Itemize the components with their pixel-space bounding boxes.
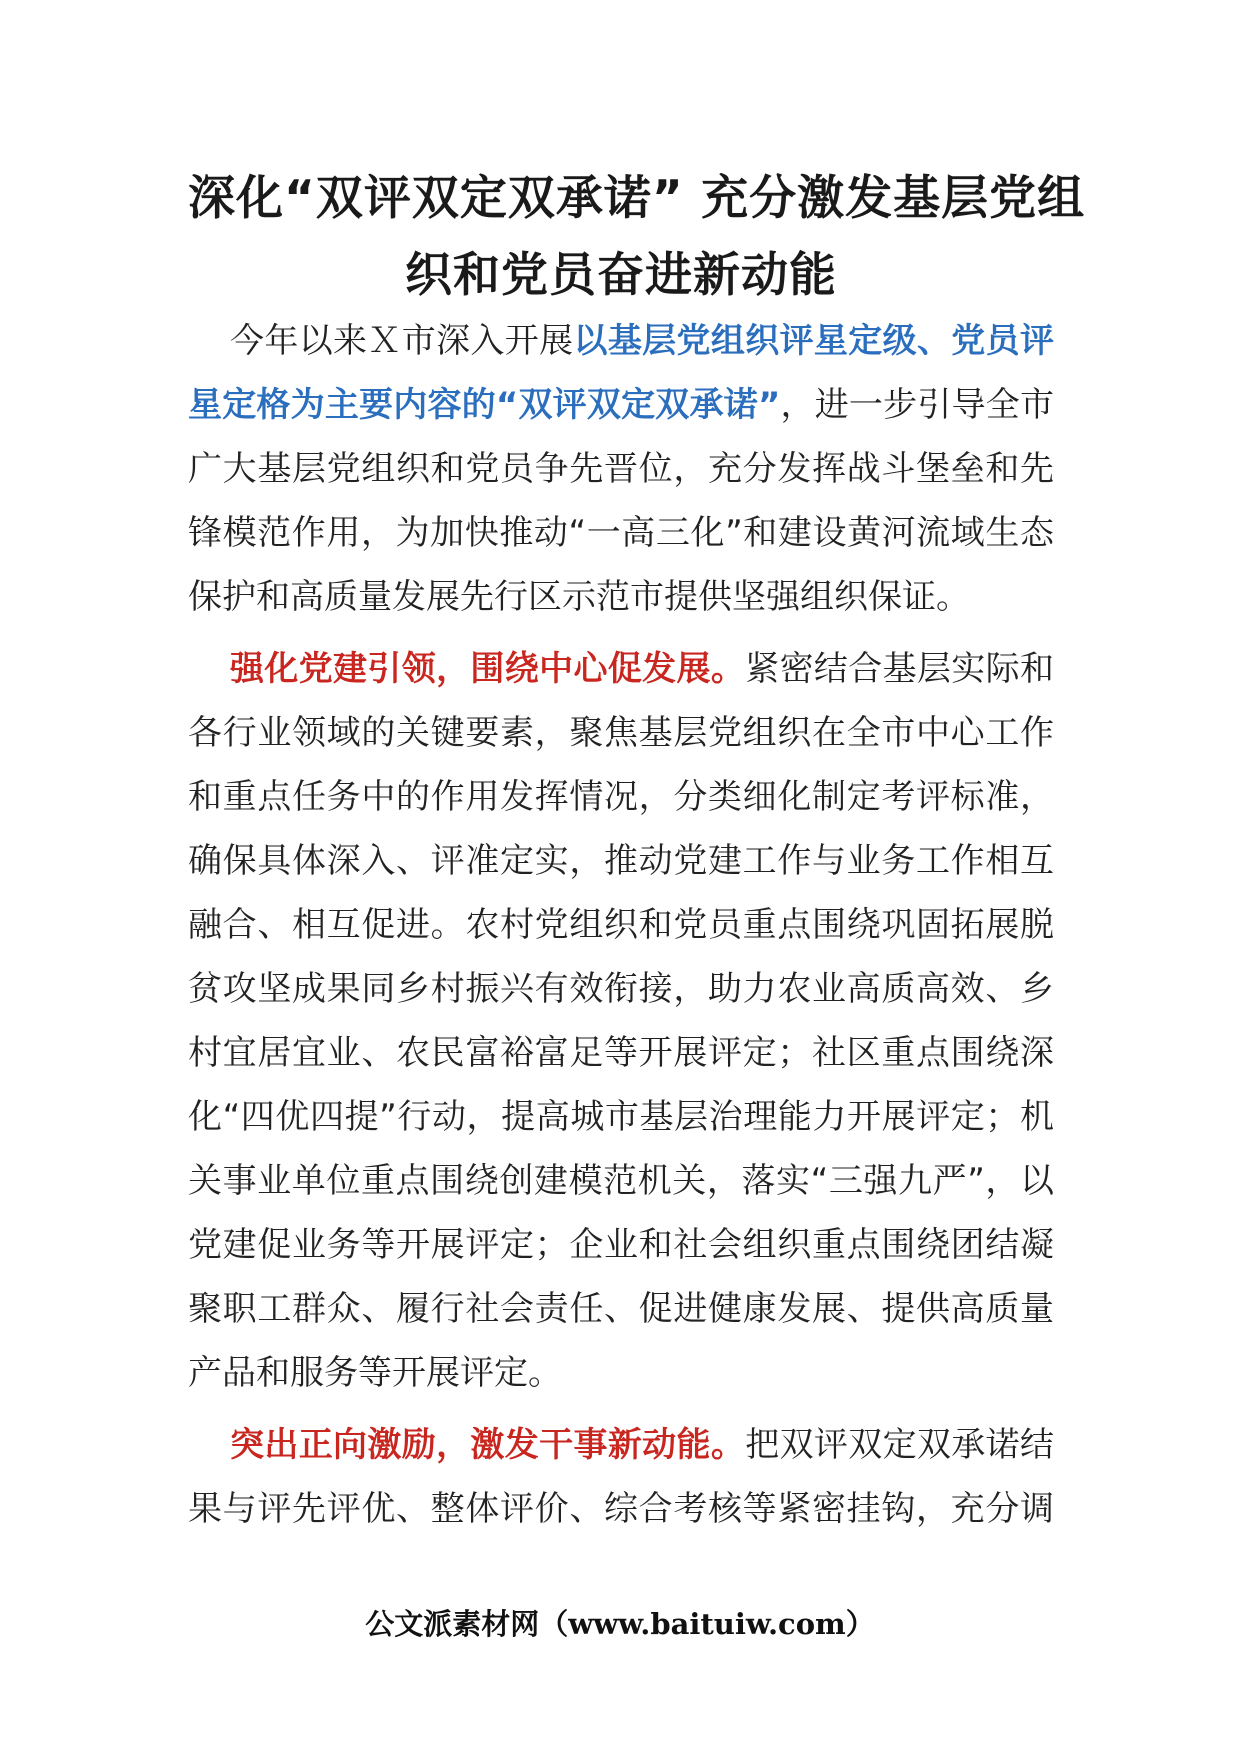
intro-text: ，进一步引导全市	[780, 385, 1054, 425]
paragraph-line: 聚职工群众、履行社会责任、促进健康发展、提供高质量	[188, 1289, 1054, 1329]
paragraph-line: 广大基层党组织和党员争先晋位，充分发挥战斗堡垒和先	[188, 449, 1054, 489]
paragraph-line: 关事业单位重点围绕创建模范机关，落实“三强九严”，以	[188, 1161, 1054, 1201]
footer-watermark: 公文派素材网（www.baituiw.com）	[365, 1607, 875, 1641]
intro-text: 今年以来Ｘ市深入开展	[230, 321, 574, 361]
paragraph-line	[188, 1413, 1054, 1477]
intro-paragraph	[188, 309, 1054, 629]
paragraph-line: 保护和高质量发展先行区示范市提供坚强组织保证。	[188, 577, 970, 617]
section-text: 把双评双定双承诺结	[745, 1425, 1055, 1465]
paragraph-line: 确保具体深入、评准定实，推动党建工作与业务工作相互	[188, 841, 1054, 881]
paragraph-line: 贫攻坚成果同乡村振兴有效衔接，助力农业高质高效、乡	[188, 969, 1054, 1009]
section-text: 紧密结合基层实际和	[745, 649, 1055, 689]
paragraph-line: 化“四优四提”行动，提高城市基层治理能力开展评定；机	[188, 1097, 1054, 1137]
section-1-paragraph	[188, 637, 1054, 1405]
paragraph-line: 党建促业务等开展评定；企业和社会组织重点围绕团结凝	[188, 1225, 1054, 1265]
highlight-text: 星定格为主要内容的“双评双定双承诺”	[188, 385, 781, 425]
paragraph-line: 产品和服务等开展评定。	[188, 1353, 562, 1393]
paragraph-line	[188, 637, 1054, 701]
section-2-paragraph	[188, 1413, 1054, 1541]
paragraph-line: 果与评先评优、整体评价、综合考核等紧密挂钩，充分调	[188, 1489, 1054, 1529]
paragraph-line: 各行业领域的关键要素，聚焦基层党组织在全市中心工作	[188, 713, 1054, 753]
paragraph-line: 融合、相互促进。农村党组织和党员重点围绕巩固拓展脱	[188, 905, 1054, 945]
title-line-1: 深化“双评双定双承诺” 充分激发基层党组	[188, 171, 1086, 226]
title-line-2: 织和党员奋进新动能	[405, 248, 837, 303]
section-heading: 强化党建引领，围绕中心促发展。	[230, 649, 746, 689]
highlight-text: 以基层党组织评星定级、党员评	[573, 321, 1055, 361]
section-heading: 突出正向激励，激发干事新动能。	[230, 1425, 746, 1465]
paragraph-line: 村宜居宜业、农民富裕富足等开展评定；社区重点围绕深	[188, 1033, 1054, 1073]
paragraph-line: 和重点任务中的作用发挥情况，分类细化制定考评标准，	[188, 777, 1054, 817]
paragraph-line: 锋模范作用，为加快推动“一高三化”和建设黄河流域生态	[188, 513, 1054, 553]
paragraph-line	[188, 373, 1054, 437]
document-body	[188, 309, 1054, 1541]
document-title	[188, 160, 1086, 314]
paragraph-line	[188, 309, 1054, 373]
